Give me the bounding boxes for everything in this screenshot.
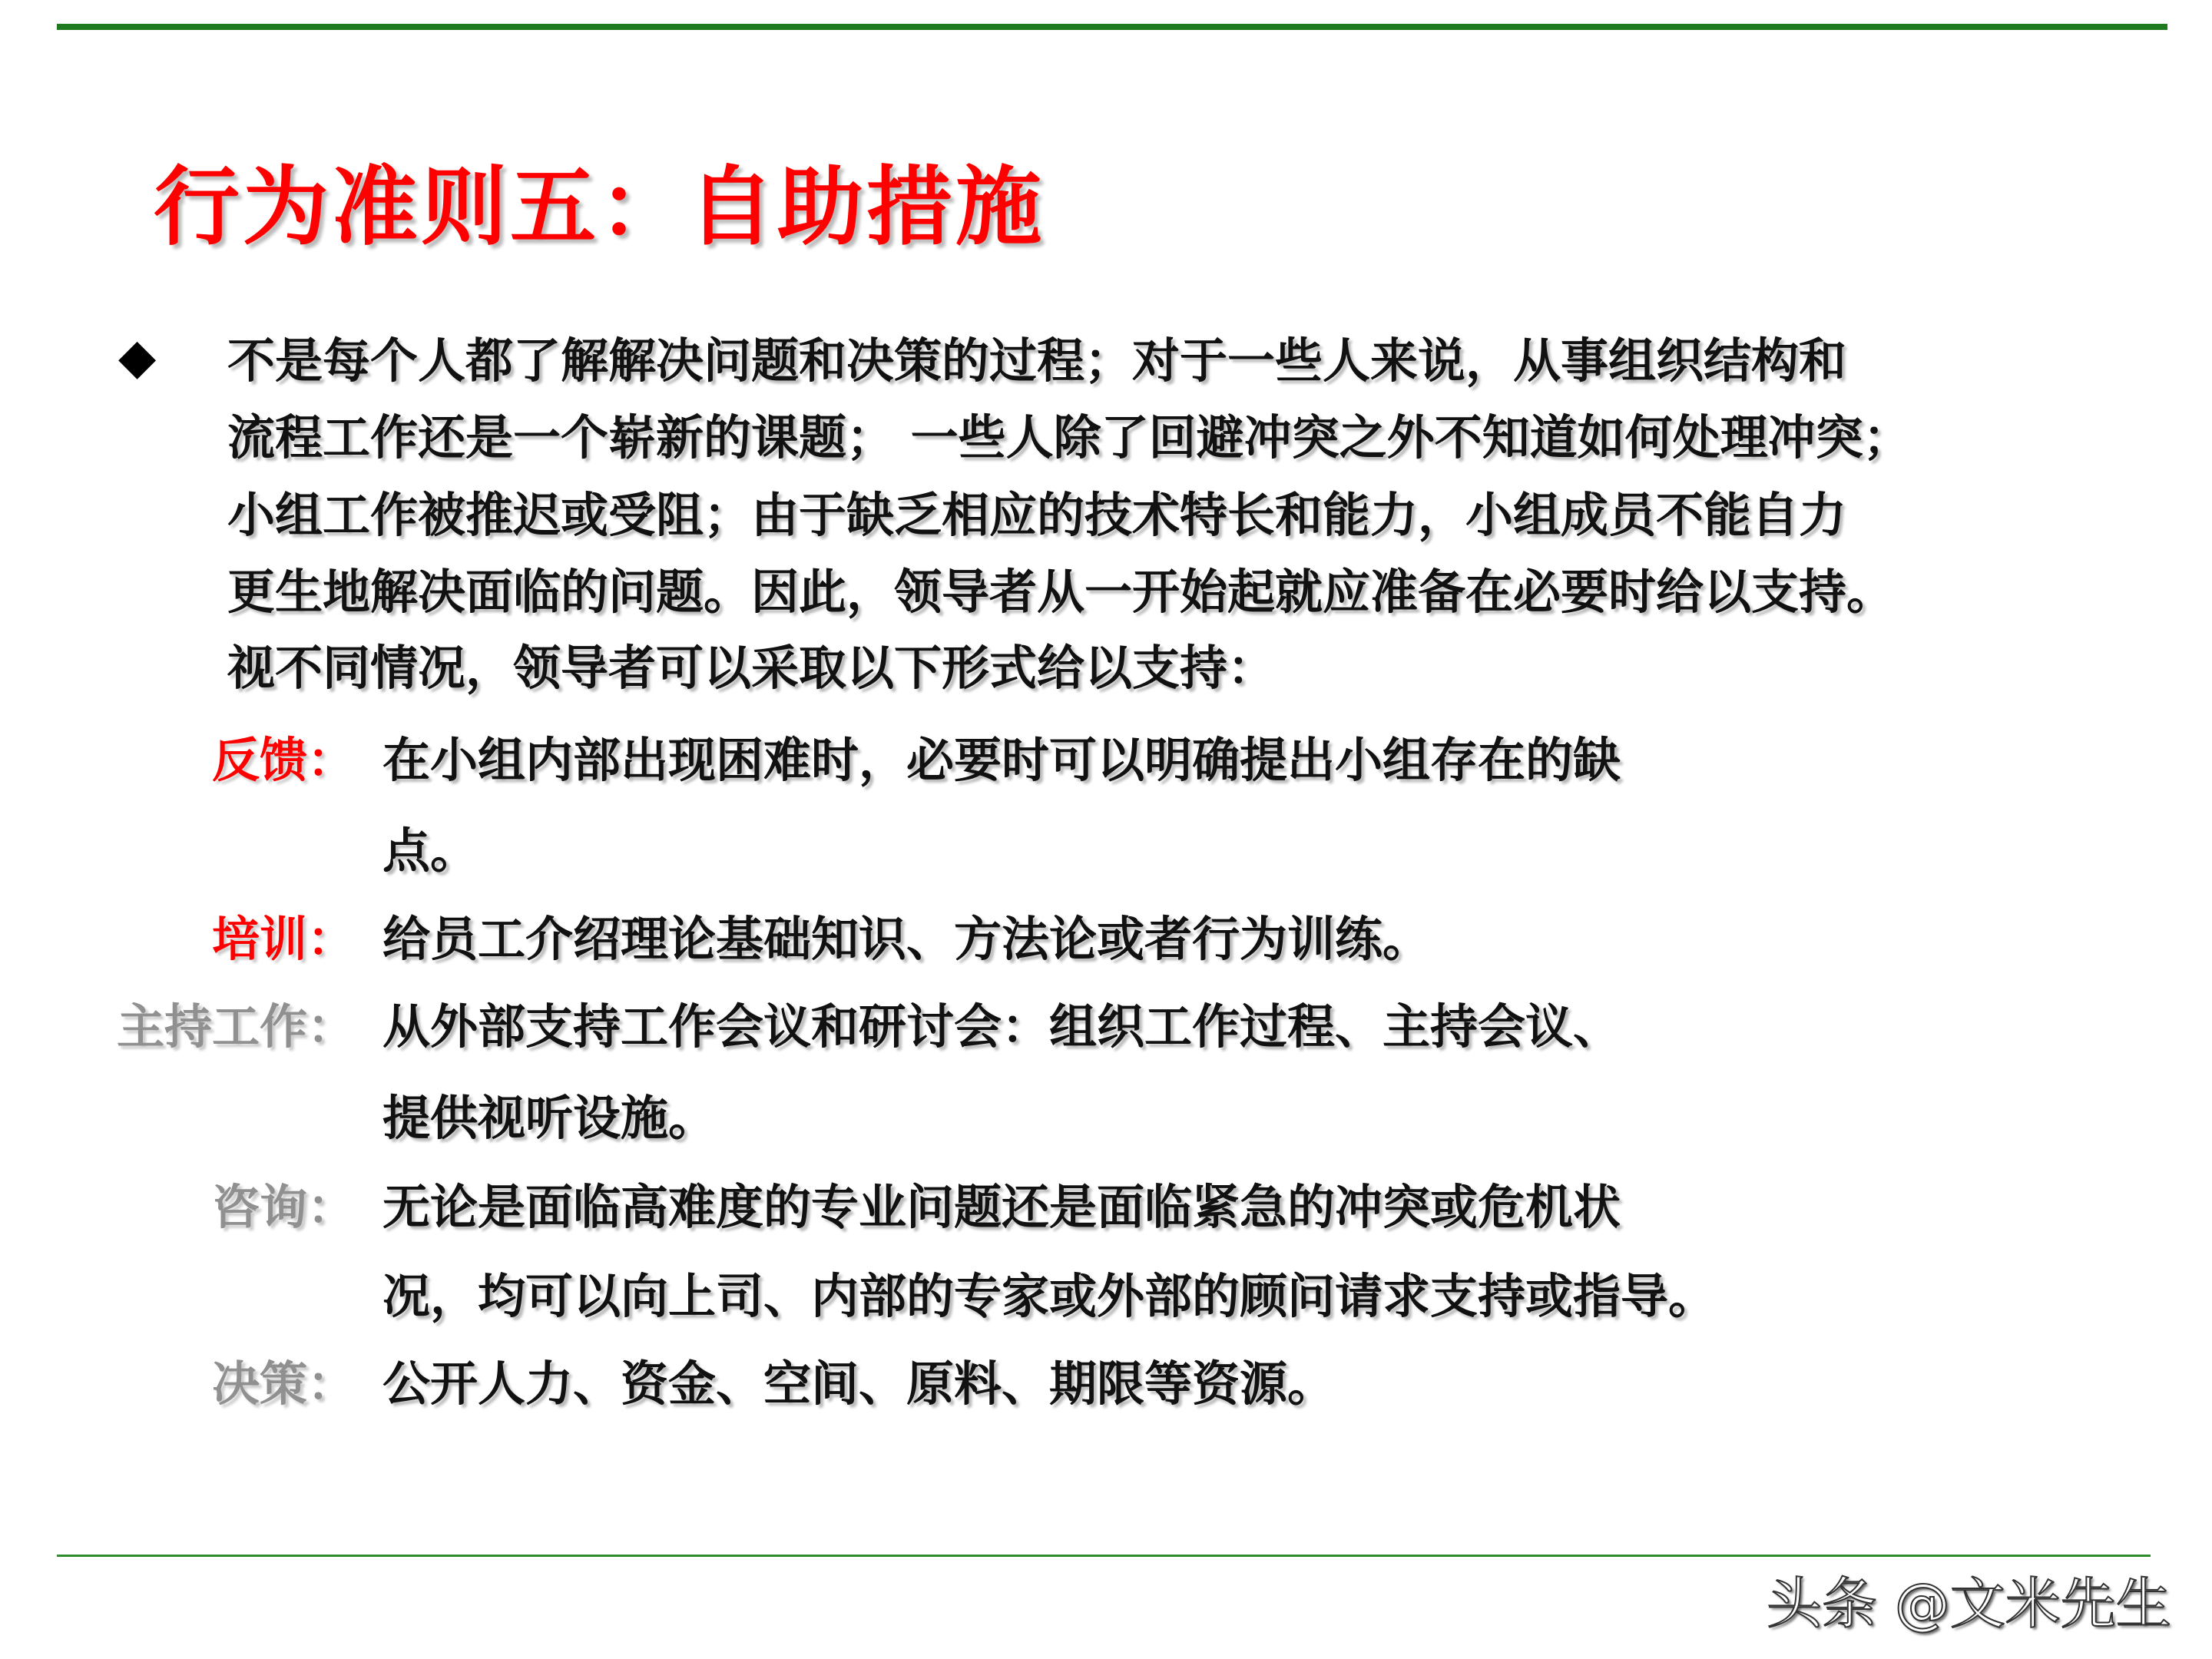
item-text: 公开人力、资金、空间、原料、期限等资源。 xyxy=(382,1356,1336,1412)
diamond-bullet-icon: ◆ xyxy=(118,329,157,386)
item-text: 点。 xyxy=(382,823,478,879)
item-text: 从外部支持工作会议和研讨会：组织工作过程、主持会议、 xyxy=(382,998,1621,1055)
paragraph-line: 视不同情况，领导者可以采取以下形式给以支持： xyxy=(227,640,1276,696)
watermark: 头条 @文米先生 xyxy=(1767,1571,2171,1636)
paragraph-line: 流程工作还是一个崭新的课题； 一些人除了回避冲突之外不知道如何处理冲突； xyxy=(227,409,1911,465)
paragraph-line: 小组工作被推迟或受阻；由于缺乏相应的技术特长和能力，小组成员不能自力 xyxy=(227,487,1847,543)
item-text: 给员工介绍理论基础知识、方法论或者行为训练。 xyxy=(382,911,1431,967)
slide-title: 行为准则五：自助措施 xyxy=(154,157,1045,257)
item-text: 提供视听设施。 xyxy=(382,1090,717,1146)
label-moderation: 主持工作： xyxy=(116,998,355,1055)
paragraph-line: 不是每个人都了解解决问题和决策的过程；对于一些人来说，从事组织结构和 xyxy=(227,333,1847,389)
label-decision: 决策： xyxy=(211,1356,355,1412)
label-consulting: 咨询： xyxy=(211,1179,355,1235)
item-text: 在小组内部出现困难时，必要时可以明确提出小组存在的缺 xyxy=(382,732,1621,788)
label-feedback: 反馈： xyxy=(211,732,355,788)
item-text: 无论是面临高难度的专业问题还是面临紧急的冲突或危机状 xyxy=(382,1179,1621,1235)
bottom-divider xyxy=(57,1555,2151,1557)
paragraph-line: 更生地解决面临的问题。因此，领导者从一开始起就应准备在必要时给以支持。 xyxy=(227,564,1895,620)
item-text: 况，均可以向上司、内部的专家或外部的顾问请求支持或指导。 xyxy=(382,1268,1717,1324)
top-divider xyxy=(57,24,2167,30)
label-training: 培训： xyxy=(211,911,355,967)
